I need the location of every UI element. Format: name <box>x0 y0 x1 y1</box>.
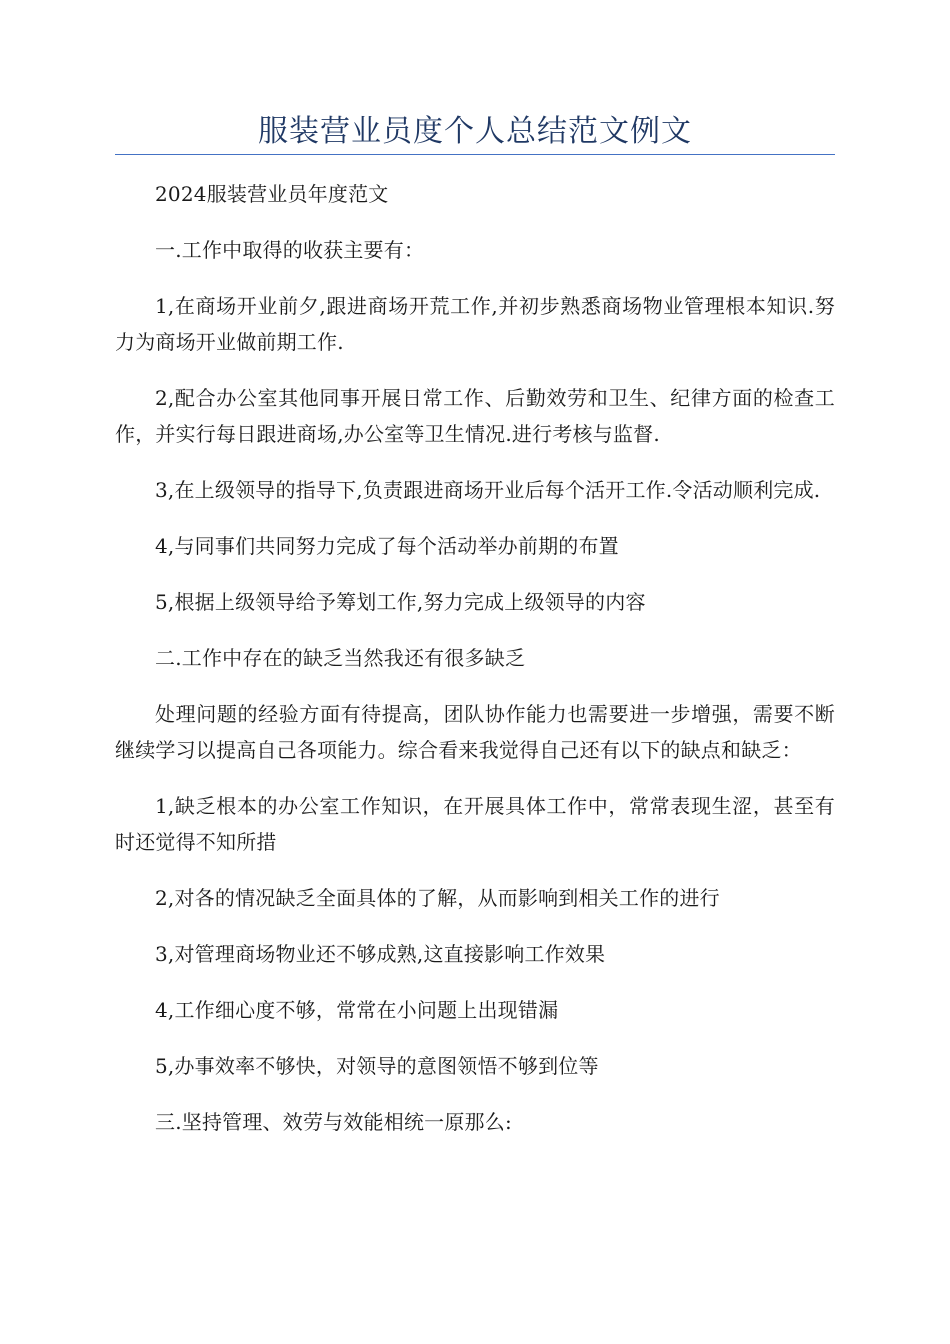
paragraph-subtitle: 2024服装营业员年度范文 <box>155 182 389 206</box>
document-body <box>115 176 835 1160</box>
paragraph-gain-1: 1,在商场开业前夕,跟进商场开荒工作,并初步熟悉商场物业管理根本知识.努力为商场开业做前期工作. <box>115 294 835 354</box>
paragraph-section-2-heading: 二.工作中存在的缺乏当然我还有很多缺乏 <box>155 646 526 670</box>
paragraph-shortcoming-4: 4,工作细心度不够，常常在小问题上出现错漏 <box>155 998 559 1022</box>
paragraph-section-1-heading: 一.工作中取得的收获主要有： <box>155 238 425 262</box>
document-title: 服装营业员度个人总结范文例文 <box>258 114 692 149</box>
paragraph-gain-5: 5,根据上级领导给予筹划工作,努力完成上级领导的内容 <box>155 590 646 614</box>
paragraph-shortcoming-5: 5,办事效率不够快，对领导的意图领悟不够到位等 <box>155 1054 599 1078</box>
paragraph-gain-3: 3,在上级领导的指导下,负责跟进商场开业后每个活开工作.令活动顺利完成. <box>155 478 821 502</box>
paragraph-shortcomings-intro: 处理问题的经验方面有待提高，团队协作能力也需要进一步增强，需要不断继续学习以提高自己各项能力。综合看来我觉得自己还有以下的缺点和缺乏： <box>115 702 835 762</box>
paragraph-shortcoming-3: 3,对管理商场物业还不够成熟,这直接影响工作效果 <box>155 942 606 966</box>
paragraph-gain-4: 4,与同事们共同努力完成了每个活动举办前期的布置 <box>155 534 619 558</box>
paragraph-shortcoming-1: 1,缺乏根本的办公室工作知识，在开展具体工作中，常常表现生涩，甚至有时还觉得不知所措 <box>115 794 835 854</box>
paragraph-section-3-heading: 三.坚持管理、效劳与效能相统一原那么: <box>155 1110 512 1134</box>
paragraph-gain-2: 2,配合办公室其他同事开展日常工作、后勤效劳和卫生、纪律方面的检查工作，并实行每日跟进商场,办公室等卫生情况.进行考核与监督. <box>115 386 835 446</box>
paragraph-shortcoming-2: 2,对各的情况缺乏全面具体的了解，从而影响到相关工作的进行 <box>155 886 720 910</box>
title-underline <box>115 154 835 155</box>
